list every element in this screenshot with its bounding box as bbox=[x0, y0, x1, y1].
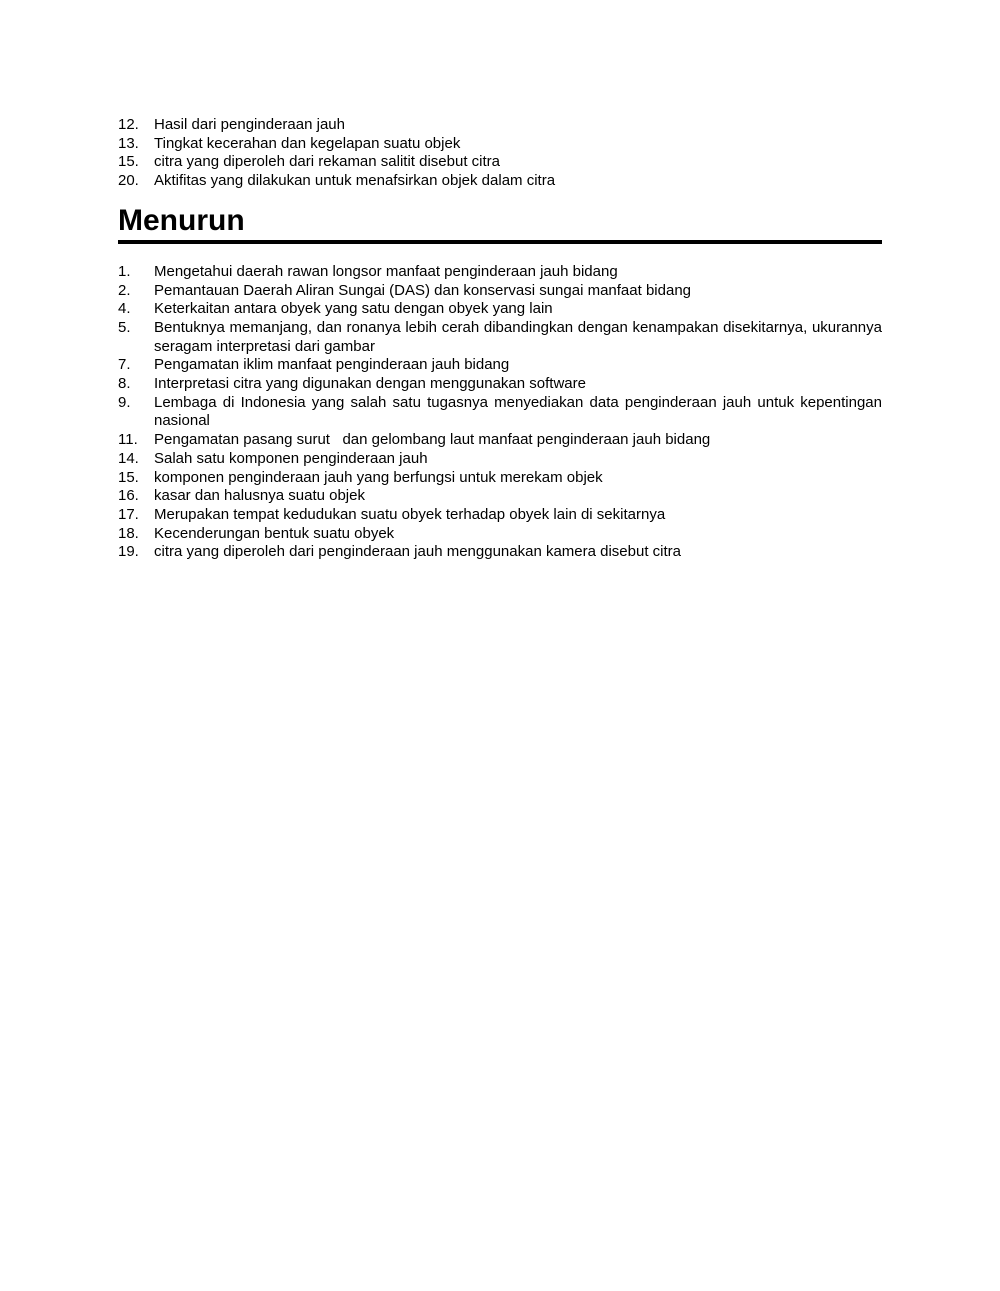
clue-text: Aktifitas yang dilakukan untuk menafsirkan objek dalam citra bbox=[154, 172, 556, 190]
clue-text: Kecenderungan bentuk suatu obyek bbox=[154, 524, 395, 542]
down-clue bbox=[118, 469, 882, 488]
clue-number: 15. bbox=[118, 468, 139, 486]
clue-text: kasar dan halusnya suatu objek bbox=[154, 487, 365, 505]
worksheet-page bbox=[118, 116, 882, 562]
clue-number: 11. bbox=[118, 431, 138, 449]
down-clue bbox=[118, 525, 882, 544]
down-clue bbox=[118, 394, 882, 431]
clue-number: 19. bbox=[118, 543, 139, 561]
down-clue bbox=[118, 300, 882, 319]
down-clue bbox=[118, 375, 882, 394]
clue-number: 18. bbox=[118, 524, 139, 542]
clue-text: Interpretasi citra yang digunakan dengan menggunakan software bbox=[154, 375, 586, 393]
clue-number: 14. bbox=[118, 449, 139, 467]
clue-text: Pengamatan iklim manfaat penginderaan jauh bidang bbox=[154, 356, 510, 374]
down-clue bbox=[118, 487, 882, 506]
down-clue bbox=[118, 431, 882, 450]
down-clue bbox=[118, 450, 882, 469]
clue-number: 7. bbox=[118, 356, 131, 374]
clue-number: 9. bbox=[118, 393, 131, 411]
clue-number: 16. bbox=[118, 487, 139, 505]
clue-text: Merupakan tempat kedudukan suatu obyek terhadap obyek lain di sekitarnya bbox=[154, 505, 666, 523]
clue-number: 8. bbox=[118, 375, 131, 393]
heading-divider bbox=[118, 240, 882, 244]
clue-text: citra yang diperoleh dari penginderaan jauh menggunakan kamera disebut citra bbox=[154, 543, 682, 561]
clue-text: Lembaga di Indonesia yang salah satu tugasnya menyediakan data penginderaan jauh untuk kepentingan nasional bbox=[154, 393, 882, 430]
down-section-heading: Menurun bbox=[118, 203, 245, 237]
clue-text: Pemantauan Daerah Aliran Sungai (DAS) dan konservasi sungai manfaat bidang bbox=[154, 281, 691, 299]
across-clue bbox=[118, 172, 882, 191]
clue-text: Pengamatan pasang surut dan gelombang laut manfaat penginderaan jauh bidang bbox=[154, 431, 711, 449]
clue-number: 15. bbox=[118, 153, 139, 171]
down-clue bbox=[118, 356, 882, 375]
down-clue bbox=[118, 263, 882, 282]
clue-number: 12. bbox=[118, 116, 139, 133]
clue-number: 20. bbox=[118, 172, 139, 190]
clue-text: Salah satu komponen penginderaan jauh bbox=[154, 449, 428, 467]
down-clue bbox=[118, 543, 882, 562]
clue-number: 5. bbox=[118, 318, 131, 336]
clue-number: 13. bbox=[118, 134, 139, 152]
clue-text: Bentuknya memanjang, dan ronanya lebih cerah dibandingkan dengan kenampakan disekitarnya, ukurannya seragam interpretasi dari gambar bbox=[154, 318, 882, 355]
clue-text: citra yang diperoleh dari rekaman salitit disebut citra bbox=[154, 153, 501, 171]
clue-number: 2. bbox=[118, 281, 131, 299]
across-clue-list bbox=[118, 116, 882, 191]
across-clue bbox=[118, 116, 882, 135]
across-clue bbox=[118, 135, 882, 154]
clue-text: Keterkaitan antara obyek yang satu dengan obyek yang lain bbox=[154, 300, 553, 318]
clue-text: Mengetahui daerah rawan longsor manfaat penginderaan jauh bidang bbox=[154, 262, 618, 280]
clue-number: 1. bbox=[118, 262, 131, 280]
down-clue-list bbox=[118, 263, 882, 562]
clue-text: Tingkat kecerahan dan kegelapan suatu objek bbox=[154, 134, 461, 152]
down-clue bbox=[118, 282, 882, 301]
across-clue bbox=[118, 153, 882, 172]
clue-number: 17. bbox=[118, 505, 139, 523]
clue-text: Hasil dari penginderaan jauh bbox=[154, 116, 345, 133]
clue-number: 4. bbox=[118, 300, 131, 318]
clue-text: komponen penginderaan jauh yang berfungsi untuk merekam objek bbox=[154, 468, 603, 486]
down-clue bbox=[118, 319, 882, 356]
down-clue bbox=[118, 506, 882, 525]
